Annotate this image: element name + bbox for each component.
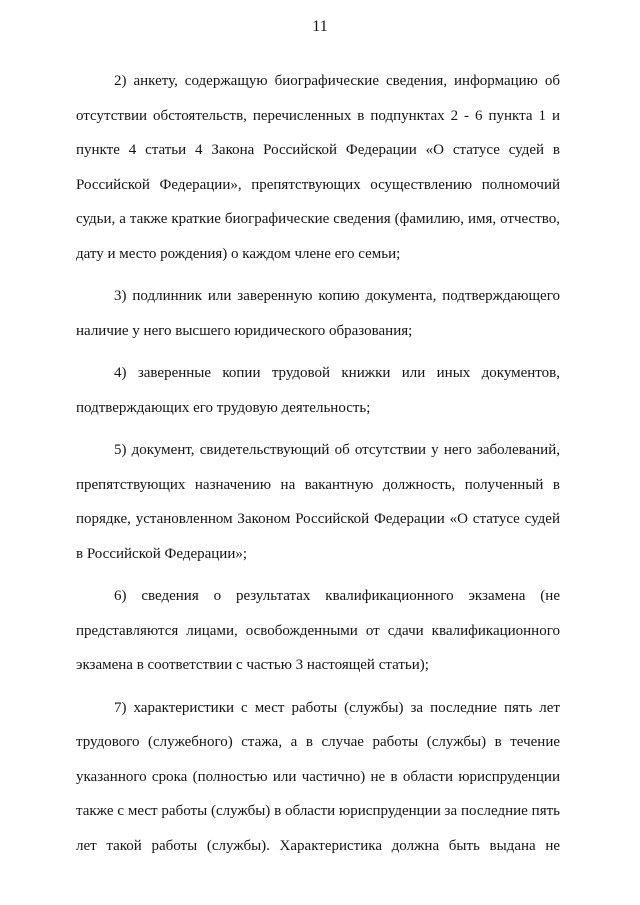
document-body xyxy=(76,64,560,871)
paragraph-item-3: 3) подлинник или заверенную копию документа, подтверждающего наличие у него высшего юридического образования; xyxy=(76,288,560,339)
paragraph-item-4: 4) заверенные копии трудовой книжки или иных документов, подтверждающих его трудовую деятельность; xyxy=(76,365,560,416)
paragraph-item-5: 5) документ, свидетельствующий об отсутствии у него заболеваний, препятствующих назначению на вакантную должность, полученный в порядке, установленном Законом Российской Федерации «О статусе судей в Российской Федерации»; xyxy=(76,442,560,562)
paragraph-item-2: 2) анкету, содержащую биографические сведения, информацию об отсутствии обстоятельств, перечисленных в подпунктах 2 - 6 пункта 1 и пункте 4 статьи 4 Закона Российской Федерации «О статусе судей в Российской Федерации», препятствующих осуществлению полномочий судьи, а также краткие биографические сведения (фамилию, имя, отчество, дату и место рождения) о каждом члене его семьи; xyxy=(76,73,560,262)
paragraph-item-7: 7) характеристики с мест работы (службы) за последние пять лет трудового (служебного) стажа, а в случае работы (службы) в течение указанного срока (полностью или частично) не в области юриспруденции также с мест работы (службы) в области юриспруденции за последние пять лет такой работы (службы). Характеристика должна быть выдана не xyxy=(76,699,560,854)
paragraph-item-6: 6) сведения о результатах квалификационного экзамена (не представляются лицами, освобожденными от сдачи квалификационного экзамена в соответствии с частью 3 настоящей статьи); xyxy=(76,588,560,673)
page-number: 11 xyxy=(312,18,328,35)
